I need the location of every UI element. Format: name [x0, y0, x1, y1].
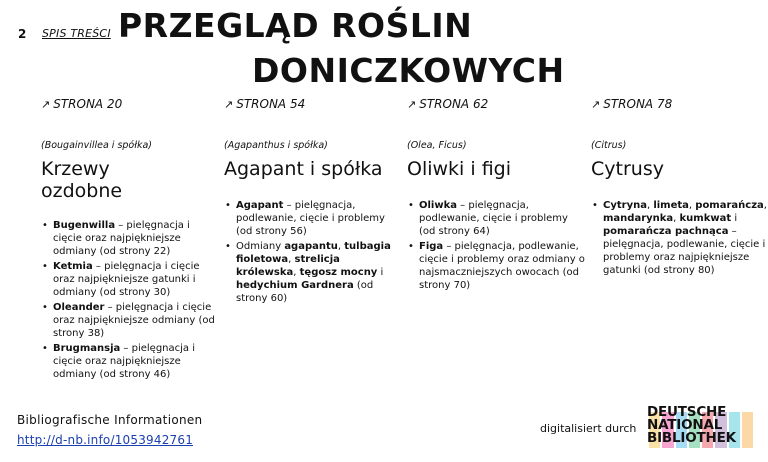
page-ref-label: STRONA 62	[419, 97, 489, 111]
item-text: ,	[673, 213, 680, 224]
biblio-link[interactable]: http://d-nb.info/1053942761	[17, 433, 194, 447]
item-text: Odmiany	[236, 241, 285, 252]
section-heading-line1: Krzewy	[41, 158, 110, 180]
list-item	[591, 199, 768, 277]
latin-subtitle: (Agapanthus i spółka)	[224, 140, 328, 151]
list-item	[224, 199, 402, 238]
item-text: ,	[763, 200, 767, 211]
arrow-up-right-icon: ↗	[591, 98, 601, 111]
item-name: Agapant	[236, 200, 284, 211]
page-ref[interactable]	[407, 97, 585, 113]
item-name: tęgosz mocny	[299, 267, 378, 278]
dnb-logo-line3: BIBLIOTHEK	[647, 430, 736, 446]
section-heading	[224, 158, 402, 180]
dnb-logo	[647, 406, 757, 452]
toc-list	[407, 199, 585, 292]
item-text: ,	[337, 241, 345, 252]
item-text: ,	[293, 267, 300, 278]
list-item	[41, 260, 219, 299]
page-ref[interactable]	[591, 97, 768, 113]
toc-column-olives-figs	[407, 97, 585, 294]
biblio-info-title: Bibliografische Informationen	[17, 413, 203, 427]
dnb-logo-line2: NATIONAL	[647, 417, 723, 433]
list-item	[407, 199, 585, 238]
item-name: Brugmansja	[53, 343, 121, 354]
item-text: – pielęgnacja, podlewanie, cięcie i problemy (od strony 56)	[236, 200, 385, 237]
item-text: (od strony 60)	[236, 280, 374, 304]
section-heading-line1: Agapant i spółka	[224, 158, 383, 180]
arrow-up-right-icon: ↗	[41, 98, 51, 111]
item-name: tulbagia fioletowa	[236, 241, 391, 265]
item-name: Oleander	[53, 302, 105, 313]
latin-subtitle: (Citrus)	[591, 140, 627, 151]
arrow-up-right-icon: ↗	[224, 98, 234, 111]
item-name: Ketmia	[53, 261, 93, 272]
list-item	[41, 342, 219, 381]
list-item	[41, 219, 219, 258]
toc-column-citrus	[591, 97, 768, 279]
page-ref-label: STRONA 54	[236, 97, 306, 111]
list-item	[407, 240, 585, 292]
section-heading	[591, 158, 768, 180]
item-text: i	[731, 213, 738, 224]
item-text: – pielęgnacja, podlewanie, cięcie i problemy oraz odmiany o najsmaczniejszych owocach (od strony 70)	[419, 241, 585, 291]
page-title-line2: DONICZKOWYCH	[252, 51, 565, 90]
section-heading-line1: Cytrusy	[591, 158, 664, 180]
page-title-line1: PRZEGLĄD ROŚLIN	[118, 6, 473, 45]
item-name: kumkwat	[679, 213, 732, 224]
item-name: hedychium Gardnera	[236, 280, 354, 291]
item-text: – pielęgnacja, podlewanie, cięcie i problemy (od strony 64)	[419, 200, 568, 237]
toc-list	[224, 199, 402, 305]
page-number: 2	[18, 27, 27, 41]
section-heading-line1: Oliwki i figi	[407, 158, 511, 180]
list-item	[224, 240, 402, 305]
page-ref[interactable]	[224, 97, 402, 113]
toc-list	[591, 199, 768, 277]
item-text: ,	[288, 254, 295, 265]
section-heading	[41, 158, 219, 202]
arrow-up-right-icon: ↗	[407, 98, 417, 111]
item-name: Bugenwilla	[53, 220, 116, 231]
page-ref-label: STRONA 20	[53, 97, 123, 111]
item-name: Oliwka	[419, 200, 457, 211]
item-name: pomarańcza	[695, 200, 764, 211]
item-name: limeta	[653, 200, 689, 211]
item-text: ,	[688, 200, 696, 211]
item-name: Cytryna	[603, 200, 647, 211]
list-item	[41, 301, 219, 340]
toc-column-shrubs	[41, 97, 219, 383]
dnb-logo-line1: DEUTSCHE	[647, 404, 727, 420]
digitalized-by-label: digitalisiert durch	[540, 422, 637, 435]
latin-subtitle: (Olea, Ficus)	[407, 140, 467, 151]
toc-list	[41, 219, 219, 381]
item-text: i	[377, 267, 384, 278]
item-text: ,	[646, 200, 654, 211]
item-text: – pielęgnacja i cięcie oraz najpiękniejsze odmiany (od strony 46)	[53, 343, 195, 380]
item-text: – pielęgnacja, podlewanie, cięcie i problemy oraz najpiękniejsze gatunki (od strony 80)	[603, 226, 766, 276]
item-name: agapantu	[284, 241, 338, 252]
toc-column-agapanthus	[224, 97, 402, 307]
section-heading	[407, 158, 585, 180]
page-ref-label: STRONA 78	[603, 97, 673, 111]
item-text: – pielęgnacja i cięcie oraz najpiękniejsze odmiany (od strony 22)	[53, 220, 190, 257]
toc-label: SPIS TREŚCI	[42, 27, 111, 40]
item-text: – pielęgnacja i cięcie oraz najpiękniejsze gatunki i odmiany (od strony 30)	[53, 261, 200, 298]
page-ref[interactable]	[41, 97, 219, 113]
item-name: mandarynka	[603, 213, 674, 224]
item-name: strelicja królewska	[236, 254, 340, 278]
item-name: Figa	[419, 241, 444, 252]
item-text: – pielęgnacja i cięcie oraz najpiękniejsze odmiany (od strony 38)	[53, 302, 215, 339]
section-heading-line2: ozdobne	[41, 180, 123, 202]
item-name: pomarańcza pachnąca	[603, 226, 729, 237]
latin-subtitle: (Bougainvillea i spółka)	[41, 140, 153, 151]
